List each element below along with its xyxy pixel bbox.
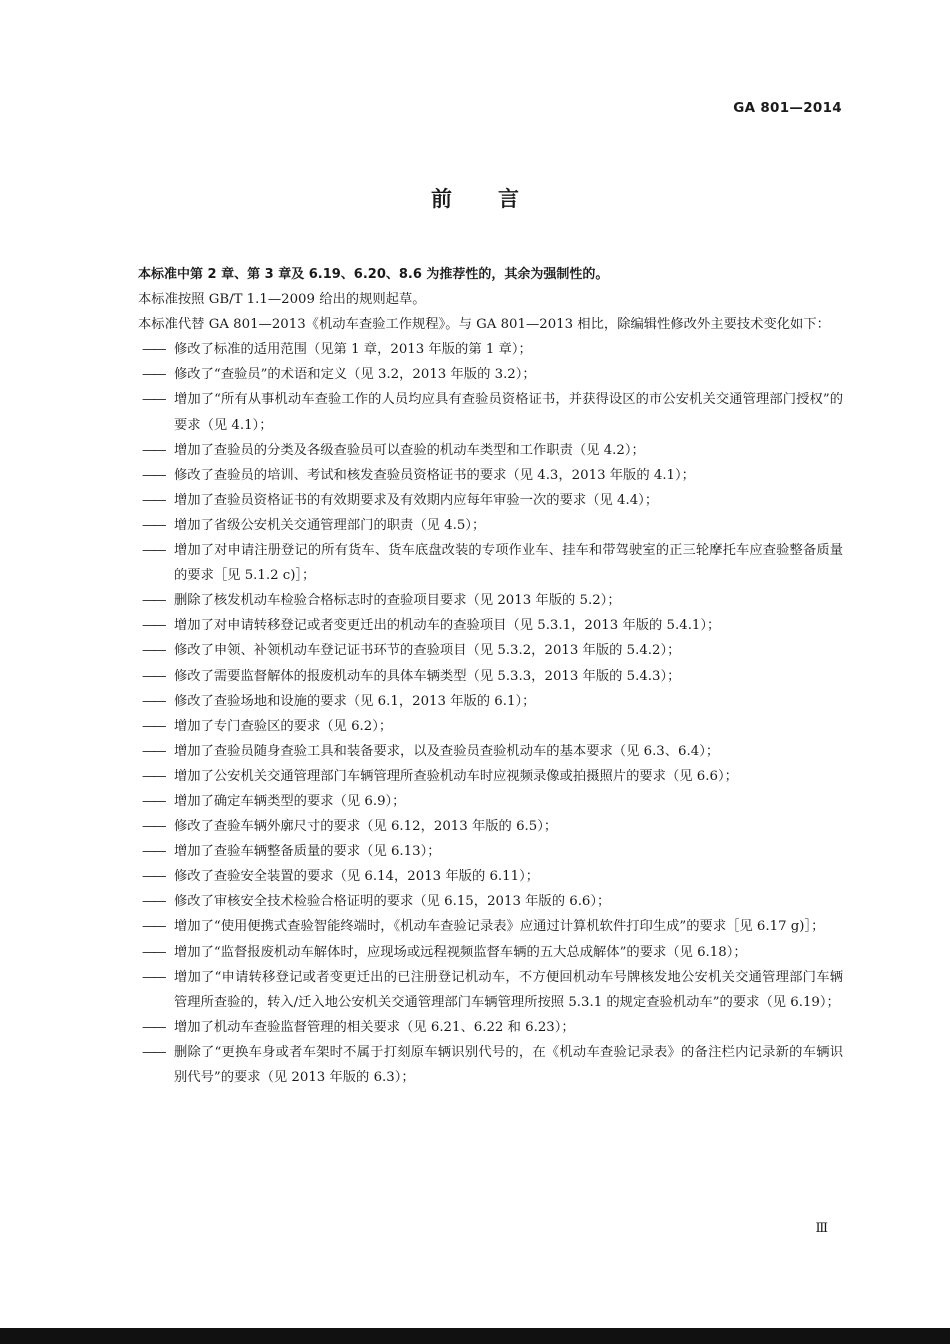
change-item <box>109 789 843 814</box>
change-item <box>109 438 843 463</box>
dash-marker: —— <box>142 718 165 734</box>
dash-marker: —— <box>142 1019 165 1035</box>
dash-marker: —— <box>142 693 165 709</box>
change-item <box>109 839 843 864</box>
dash-marker: —— <box>142 793 165 809</box>
change-item <box>109 714 843 739</box>
change-item-text: 增加了查验员随身查验工具和装备要求，以及查验员查验机动车的基本要求（见 6.3、6.4）； <box>174 743 720 759</box>
change-item <box>109 513 843 538</box>
dash-marker: —— <box>142 819 165 835</box>
change-item-text: 增加了“监督报废机动车解体时，应现场或远程视频监督车辆的五大总成解体”的要求（见 6.18）； <box>174 944 747 960</box>
change-item-text: 修改了“查验员”的术语和定义（见 3.2，2013 年版的 3.2）； <box>174 367 536 383</box>
paragraph-replacement: 本标准代替 GA 801—2013《机动车查验工作规程》。与 GA 801—2013 相比，除编辑性修改外主要技术变化如下： <box>138 317 830 333</box>
change-item-text: 修改了查验场地和设施的要求（见 6.1，2013 年版的 6.1）； <box>174 693 536 709</box>
change-item <box>109 387 843 437</box>
change-item-text: 增加了专门查验区的要求（见 6.2）； <box>174 718 393 734</box>
change-item-text: 修改了审核安全技术检验合格证明的要求（见 6.15，2013 年版的 6.6）； <box>174 894 611 910</box>
change-item <box>109 613 843 638</box>
change-item <box>109 889 843 914</box>
change-item <box>109 864 843 889</box>
change-item <box>109 914 843 939</box>
change-item <box>109 965 843 1015</box>
dash-marker: —— <box>142 442 165 458</box>
change-item-text: 增加了“所有从事机动车查验工作的人员均应具有查验员资格证书，并获得设区的市公安机关交通管理部门授权”的要求（见 4.1）； <box>174 392 843 433</box>
change-item <box>109 664 843 689</box>
dash-marker: —— <box>142 919 165 935</box>
change-item-text: 增加了对申请注册登记的所有货车、货车底盘改装的专项作业车、挂车和带驾驶室的正三轮摩托车应查验整备质量的要求［见 5.1.2 c)］； <box>174 543 843 584</box>
dash-marker: —— <box>142 492 165 508</box>
change-item <box>109 638 843 663</box>
change-item-text: 增加了省级公安机关交通管理部门的职责（见 4.5）； <box>174 517 486 533</box>
change-item-text: 删除了核发机动车检验合格标志时的查验项目要求（见 2013 年版的 5.2）； <box>174 593 621 609</box>
paragraph-drafting-rules: 本标准按照 GB/T 1.1—2009 给出的规则起草。 <box>138 292 426 308</box>
change-item <box>109 337 843 362</box>
change-item-text: 修改了查验员的培训、考试和核发查验员资格证书的要求（见 4.3，2013 年版的 4.1）； <box>174 467 695 483</box>
change-item-text: 修改了查验安全装置的要求（见 6.14，2013 年版的 6.11）； <box>174 869 540 885</box>
dash-marker: —— <box>142 743 165 759</box>
change-item-text: 修改了申领、补领机动车登记证书环节的查验项目（见 5.3.2，2013 年版的 5.4.2）； <box>174 643 681 659</box>
change-list <box>109 337 843 1090</box>
dash-marker: —— <box>142 944 165 960</box>
dash-marker: —— <box>142 869 165 885</box>
change-item-text: 增加了查验员的分类及各级查验员可以查验的机动车类型和工作职责（见 4.2）； <box>174 442 645 458</box>
paragraph-mandatory-note: 本标准中第 2 章、第 3 章及 6.19、6.20、8.6 为推荐性的，其余为强制性的。 <box>138 267 609 282</box>
dash-marker: —— <box>142 593 165 609</box>
page-number: Ⅲ <box>815 1221 828 1236</box>
dash-marker: —— <box>142 844 165 860</box>
dash-marker: —— <box>142 367 165 383</box>
dash-marker: —— <box>142 342 165 358</box>
change-item <box>109 1040 843 1090</box>
change-item <box>109 588 843 613</box>
dash-marker: —— <box>142 1044 165 1060</box>
dash-marker: —— <box>142 618 165 634</box>
bottom-rule <box>0 1328 950 1344</box>
change-item <box>109 463 843 488</box>
change-item <box>109 940 843 965</box>
change-item <box>109 538 843 588</box>
change-item-text: 删除了“更换车身或者车架时不属于打刻原车辆识别代号的，在《机动车查验记录表》的备注栏内记录新的车辆识别代号”的要求（见 2013 年版的 6.3）； <box>174 1044 843 1085</box>
change-item-text: 增加了“使用便携式查验智能终端时，《机动车查验记录表》应通过计算机软件打印生成”的要求［见 6.17 g)］； <box>174 919 825 935</box>
dash-marker: —— <box>142 668 165 684</box>
change-item-text: 增加了确定车辆类型的要求（见 6.9）； <box>174 793 406 809</box>
change-item-text: 增加了对申请转移登记或者变更迁出的机动车的查验项目（见 5.3.1，2013 年版的 5.4.1）； <box>174 618 721 634</box>
dash-marker: —— <box>142 894 165 910</box>
change-item-text: 增加了查验员资格证书的有效期要求及有效期内应每年审验一次的要求（见 4.4）； <box>174 492 659 508</box>
change-item-text: 增加了查验车辆整备质量的要求（见 6.13）； <box>174 844 441 860</box>
dash-marker: —— <box>142 969 165 985</box>
change-item <box>109 764 843 789</box>
standard-code: GA 801—2014 <box>733 100 842 116</box>
dash-marker: —— <box>142 392 165 408</box>
dash-marker: —— <box>142 467 165 483</box>
dash-marker: —— <box>142 517 165 533</box>
change-item <box>109 814 843 839</box>
change-item <box>109 362 843 387</box>
dash-marker: —— <box>142 768 165 784</box>
change-item-text: 修改了标准的适用范围（见第 1 章，2013 年版的第 1 章）； <box>174 342 532 358</box>
foreword-body <box>109 262 843 1090</box>
dash-marker: —— <box>142 543 165 559</box>
dash-marker: —— <box>142 643 165 659</box>
change-item-text: 修改了需要监督解体的报废机动车的具体车辆类型（见 5.3.3，2013 年版的 5.4.3）； <box>174 668 681 684</box>
change-item <box>109 1015 843 1040</box>
change-item <box>109 739 843 764</box>
change-item <box>109 488 843 513</box>
page-title: 前言 <box>431 187 565 211</box>
change-item-text: 增加了公安机关交通管理部门车辆管理所查验机动车时应视频录像或拍摄照片的要求（见 6.6）； <box>174 768 738 784</box>
change-item-text: 增加了机动车查验监督管理的相关要求（见 6.21、6.22 和 6.23）； <box>174 1019 575 1035</box>
change-item-text: 修改了查验车辆外廓尺寸的要求（见 6.12，2013 年版的 6.5）； <box>174 819 558 835</box>
change-item-text: 增加了“申请转移登记或者变更迁出的已注册登记机动车，不方便回机动车号牌核发地公安机关交通管理部门车辆管理所查验的，转入/迁入地公安机关交通管理部门车辆管理所按照 5.3.1 的规定查验机动车”的要求（见 6.19）； <box>174 969 843 1010</box>
change-item <box>109 689 843 714</box>
